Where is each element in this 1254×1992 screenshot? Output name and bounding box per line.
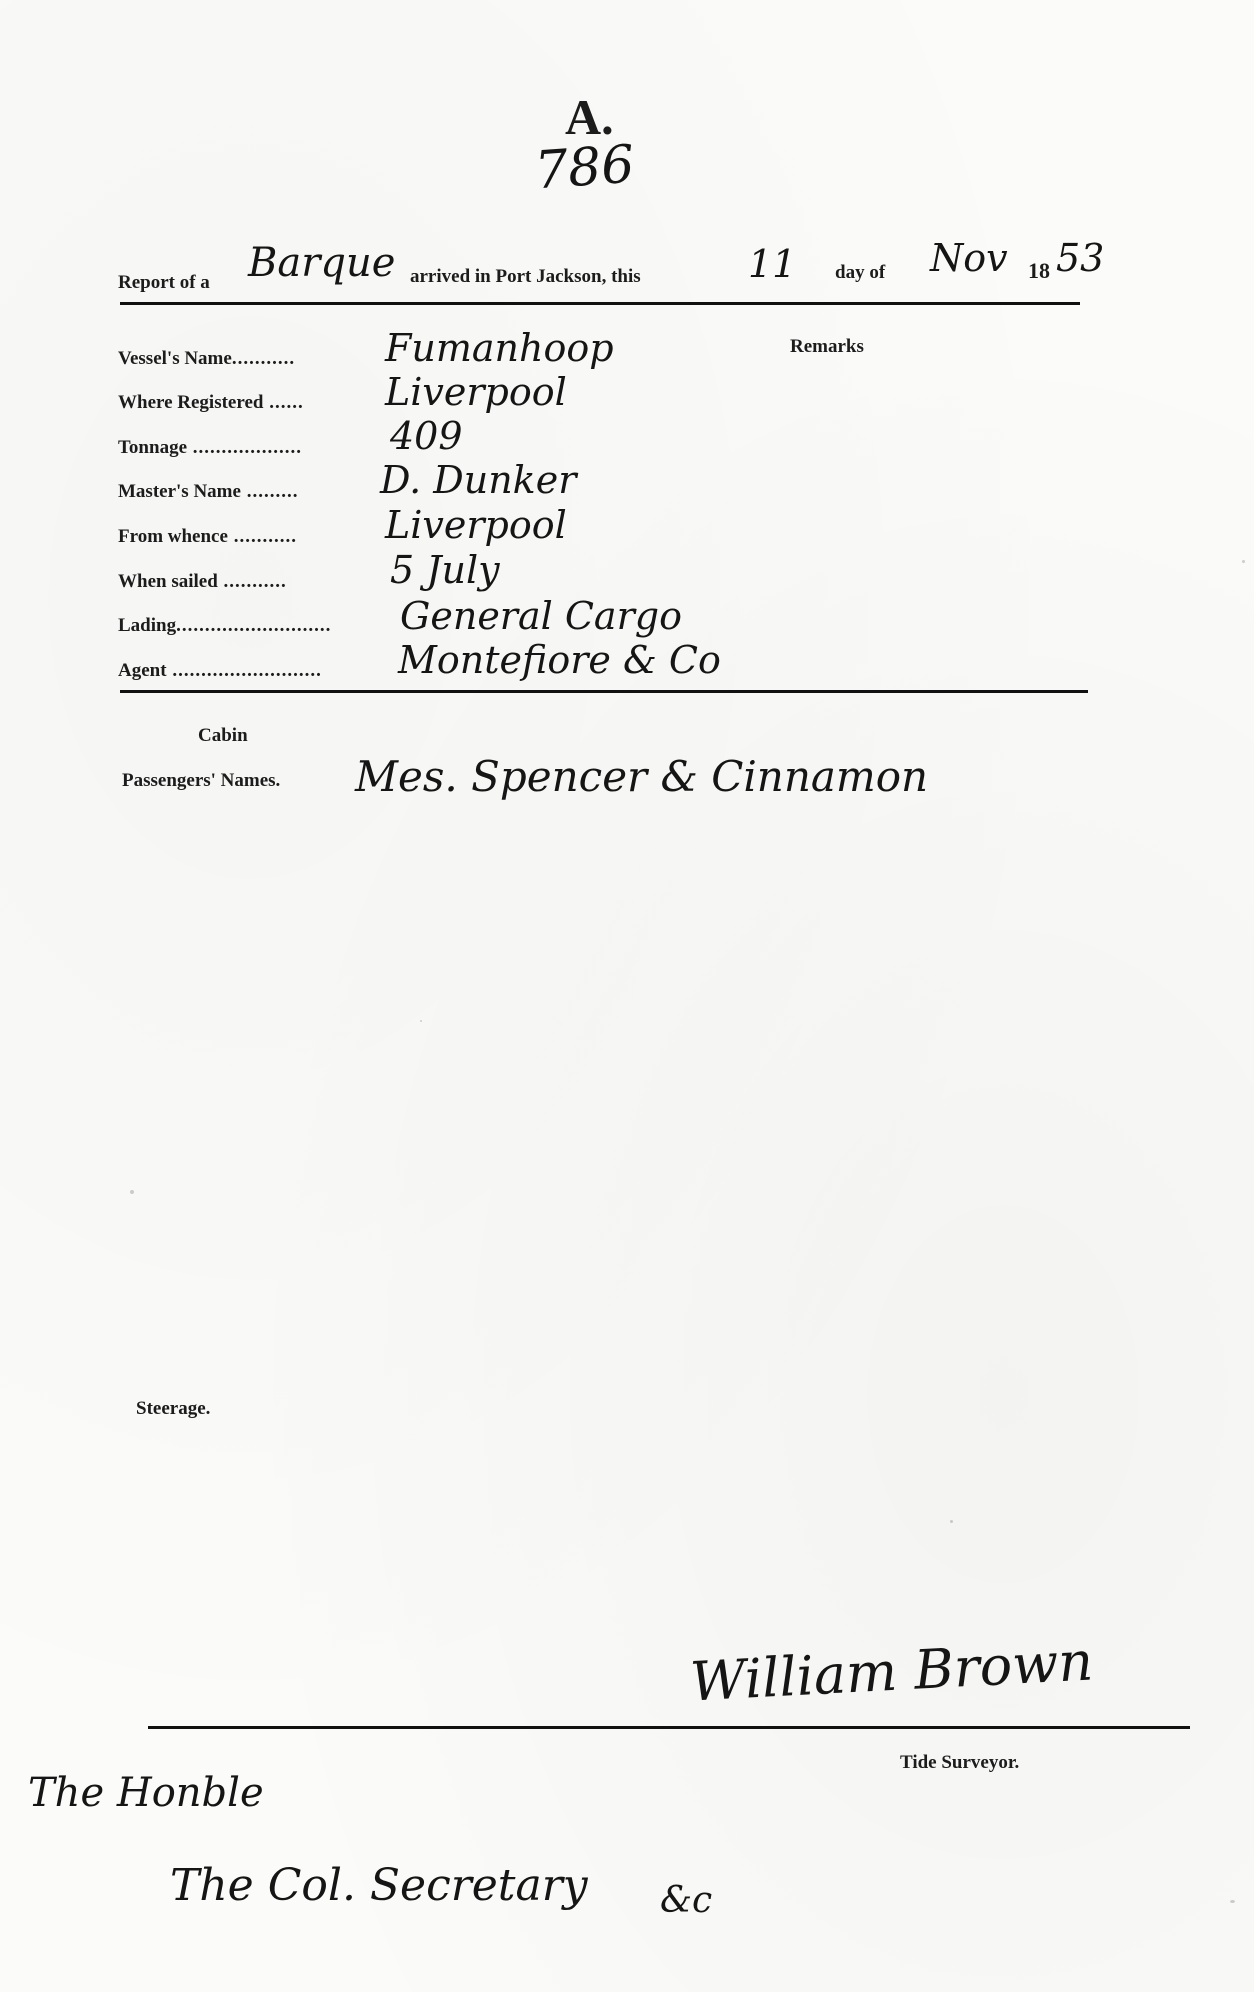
lading-label: Lading........................... [118, 615, 332, 636]
arrived-text: arrived in Port Jackson, this [410, 266, 641, 287]
surveyor-title: Tide Surveyor. [900, 1752, 1020, 1773]
cabin-label: Cabin [198, 725, 248, 746]
fields-rule [120, 690, 1088, 693]
when-sailed-value: 5 July [390, 548, 500, 592]
where-registered-label: Where Registered ...... [118, 392, 304, 413]
address-line-1: The Honble [28, 1770, 264, 1816]
paper-speckle [950, 1520, 953, 1523]
report-prefix: Report of a [118, 272, 210, 293]
form-number: 786 [533, 134, 637, 202]
tonnage-label: Tonnage ................... [118, 437, 302, 458]
from-whence-label: From whence ........... [118, 526, 297, 547]
header-rule [120, 302, 1080, 305]
form-letter: A. [565, 89, 614, 145]
passengers-names-label: Passengers' Names. [122, 770, 281, 791]
masters-name-label: Master's Name ......... [118, 481, 299, 502]
report-month: Nov [930, 236, 1008, 280]
paper-speckle [1230, 1900, 1235, 1903]
report-day: 11 [748, 242, 797, 286]
vessel-name-label: Vessel's Name........... [118, 348, 296, 369]
paper-speckle [420, 1020, 422, 1022]
vessel-name-value: Fumanhoop [385, 326, 614, 370]
remarks-label: Remarks [790, 336, 864, 357]
agent-label: Agent .......................... [118, 660, 322, 681]
vessel-type: Barque [248, 240, 396, 286]
lading-value: General Cargo [400, 594, 682, 638]
day-of-text: day of [835, 262, 886, 283]
year-prefix: 18 [1028, 258, 1050, 283]
from-whence-value: Liverpool [385, 503, 567, 547]
year-suffix: 53 [1056, 236, 1105, 280]
tonnage-value: 409 [390, 414, 463, 458]
surveyor-signature: William Brown [688, 1629, 1095, 1714]
address-line-2: The Col. Secretary [170, 1860, 588, 1911]
cabin-passengers-value: Mes. Spencer & Cinnamon [355, 752, 929, 801]
where-registered-value: Liverpool [385, 370, 567, 414]
signature-rule [148, 1726, 1190, 1729]
agent-value: Montefiore & Co [398, 638, 721, 682]
when-sailed-label: When sailed ........... [118, 571, 287, 592]
paper-speckle [1242, 560, 1245, 563]
steerage-label: Steerage. [136, 1398, 211, 1419]
address-line-3: &c [660, 1880, 713, 1921]
masters-name-value: D. Dunker [380, 458, 577, 502]
paper-speckle [130, 1190, 134, 1194]
